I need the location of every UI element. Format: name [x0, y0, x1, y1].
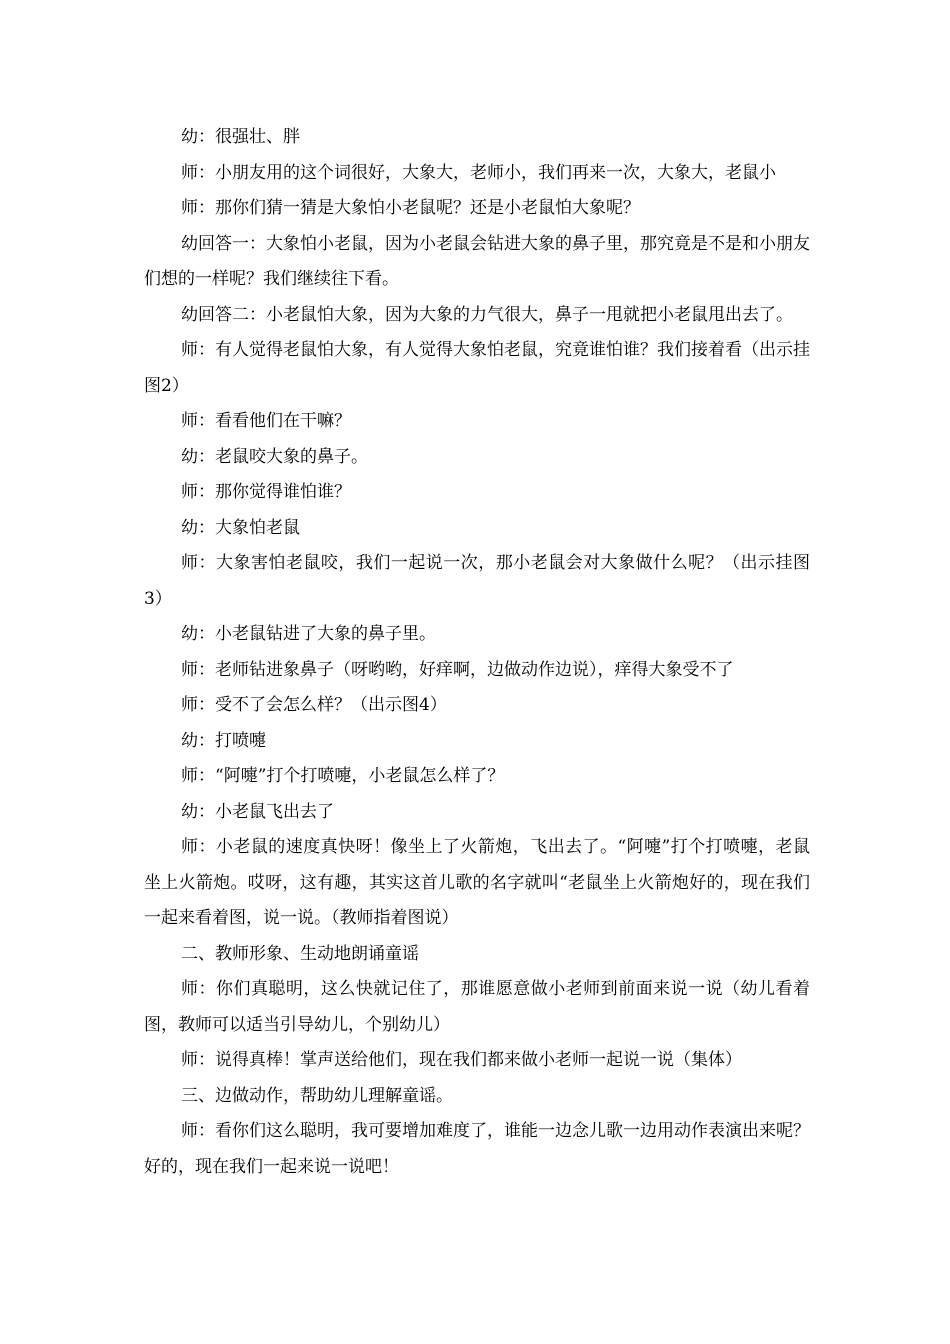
paragraph: 师：说得真棒！掌声送给他们，现在我们都来做小老师一起说一说（集体）: [181, 1050, 742, 1070]
paragraph: 幼：老鼠咬大象的鼻子。: [181, 446, 368, 467]
paragraph: 师：有人觉得老鼠怕大象，有人觉得大象怕老鼠，究竟谁怕谁？我们接着看（出示挂图2）: [144, 340, 810, 396]
paragraph: 师：老师钻进象鼻子（呀哟哟，好痒啊，边做动作边说），痒得大象受不了: [181, 659, 734, 680]
document-page: [144, 120, 810, 1185]
paragraph: 师：看你们这么聪明，我可要增加难度了，谁能一边念儿歌一边用动作表演出来呢？好的，现在我们一起来说一说吧！: [144, 1121, 810, 1177]
paragraph: 幼：小老鼠钻进了大象的鼻子里。: [181, 624, 436, 644]
paragraph: 幼：很强壮、胖: [181, 127, 300, 147]
paragraph: 幼：小老鼠飞出去了: [181, 801, 334, 822]
section-heading: 二、教师形象、生动地朗诵童谣: [181, 943, 419, 964]
paragraph: 幼：打喷嚏: [181, 730, 266, 751]
paragraph: 幼回答一：大象怕小老鼠，因为小老鼠会钻进大象的鼻子里，那究竟是不是和小朋友们想的一样呢？我们继续往下看。: [144, 233, 810, 289]
paragraph: 师：受不了会怎么样？（出示图4）: [181, 695, 447, 715]
paragraph: 幼：大象怕老鼠: [181, 517, 300, 538]
paragraph: 师：大象害怕老鼠咬，我们一起说一次，那小老鼠会对大象做什么呢？（出示挂图3）: [144, 553, 810, 609]
paragraph: 师：“阿嚏”打个打喷嚏，小老鼠怎么样了？: [181, 766, 505, 786]
paragraph: 师：小朋友用的这个词很好，大象大，老师小，我们再来一次，大象大，老鼠小: [181, 162, 776, 183]
section-heading: 三、边做动作，帮助幼儿理解童谣。: [181, 1085, 453, 1106]
paragraph: 师：那你觉得谁怕谁？: [181, 482, 351, 502]
paragraph: 幼回答二：小老鼠怕大象，因为大象的力气很大，鼻子一甩就把小老鼠甩出去了。: [181, 304, 793, 325]
paragraph: 师：那你们猜一猜是大象怕小老鼠呢？还是小老鼠怕大象呢？: [181, 198, 640, 218]
paragraph: 师：你们真聪明，这么快就记住了，那谁愿意做小老师到前面来说一说（幼儿看着图，教师可以适当引导幼儿，个别幼儿）: [144, 979, 810, 1035]
paragraph: 师：看看他们在干嘛？: [181, 411, 351, 431]
paragraph: 师：小老鼠的速度真快呀！像坐上了火箭炮，飞出去了。“阿嚏”打个打喷嚏，老鼠坐上火箭炮。哎呀，这有趣，其实这首儿歌的名字就叫“老鼠坐上火箭炮好的，现在我们一起来看着图，说一说。（教师指着图说）: [144, 837, 810, 928]
